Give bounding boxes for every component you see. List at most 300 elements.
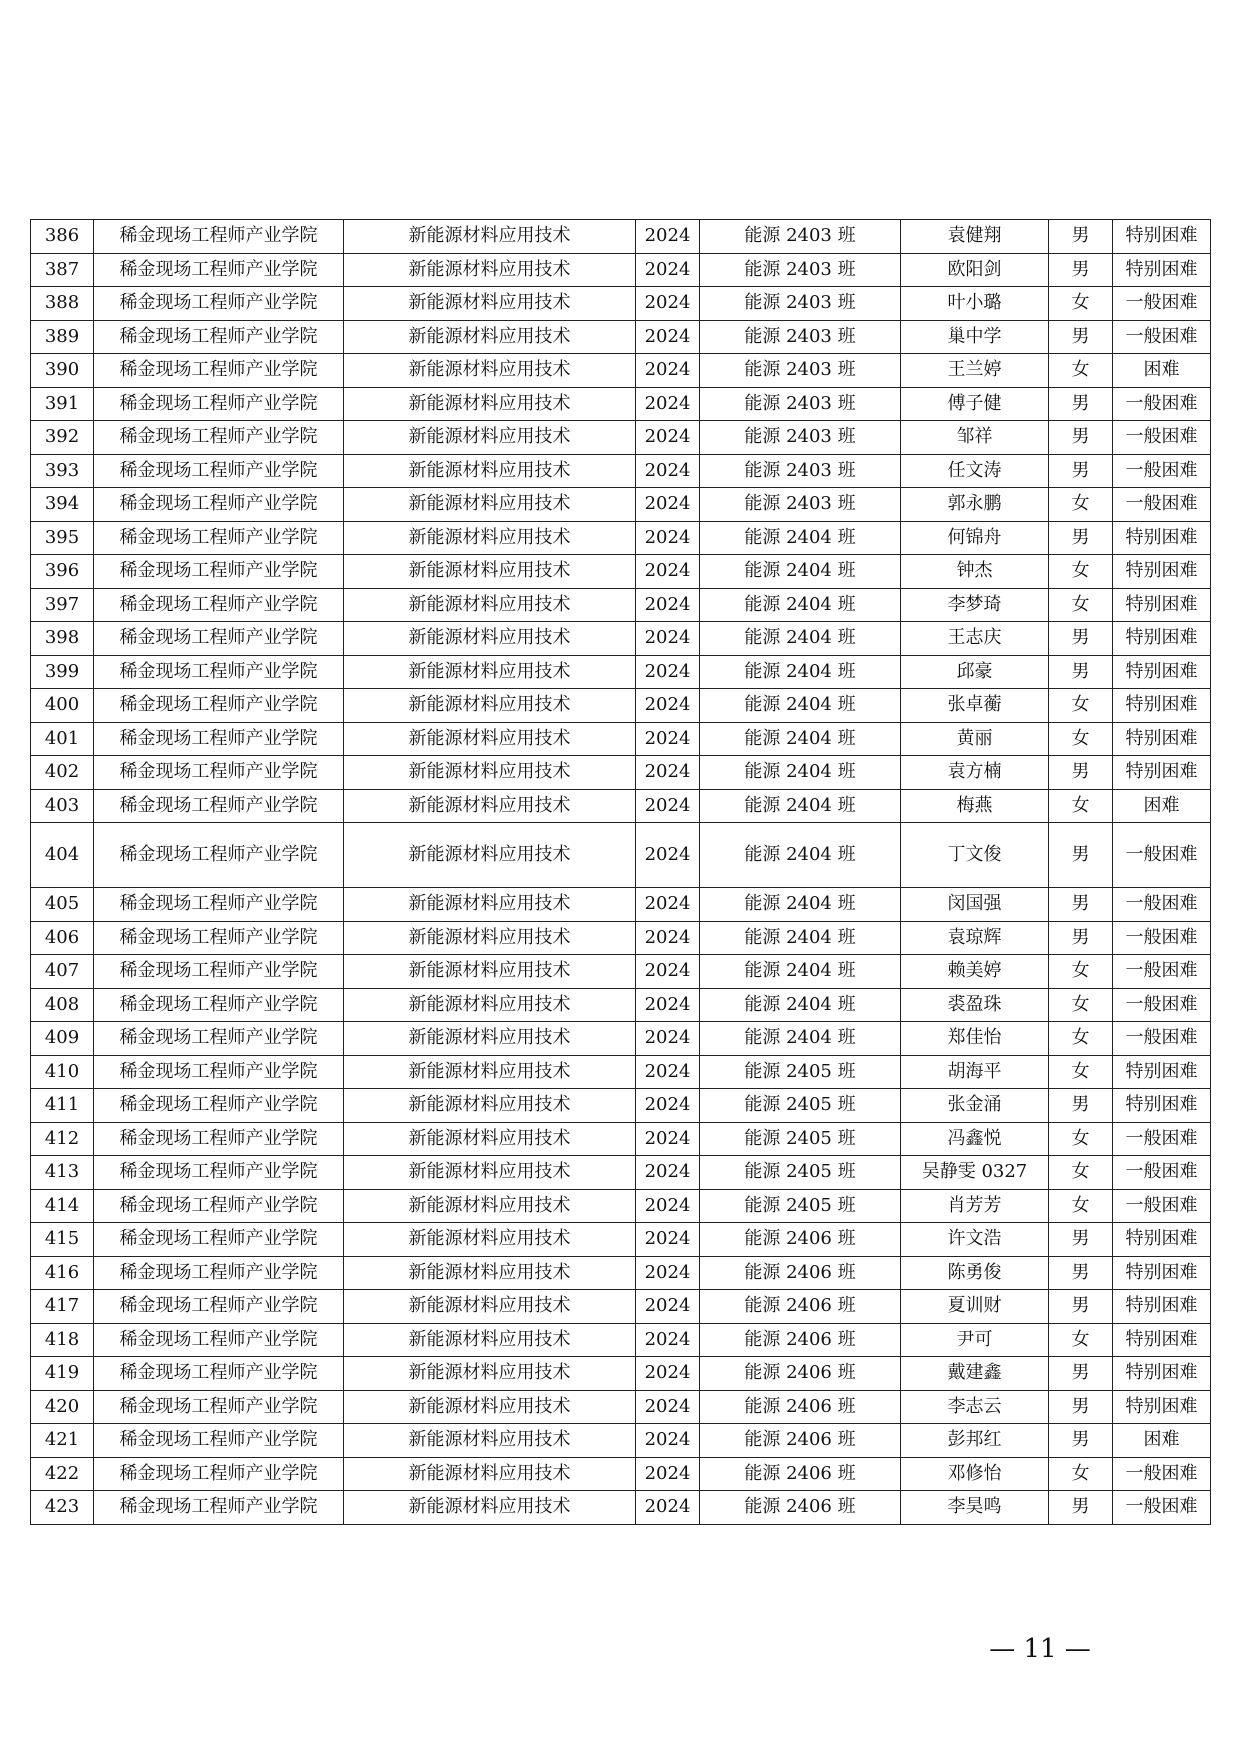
difficulty-level-cell: 一般困难 [1113,287,1211,321]
college-cell: 稀金现场工程师产业学院 [94,1022,344,1056]
major-cell: 新能源材料应用技术 [344,1156,636,1190]
student-name-cell: 黄丽 [901,722,1049,756]
gender-cell: 女 [1049,354,1113,388]
difficulty-level-cell: 特别困难 [1113,622,1211,656]
difficulty-level-cell: 特别困难 [1113,1323,1211,1357]
gender-cell: 男 [1049,756,1113,790]
row-number-cell: 407 [31,955,94,989]
major-cell: 新能源材料应用技术 [344,1290,636,1324]
class-cell: 能源 2403 班 [700,488,901,522]
class-cell: 能源 2405 班 [700,1122,901,1156]
difficulty-level-cell: 困难 [1113,789,1211,823]
difficulty-level-cell: 一般困难 [1113,1022,1211,1056]
gender-cell: 女 [1049,588,1113,622]
gender-cell: 男 [1049,387,1113,421]
table-row [31,354,1211,388]
difficulty-level-cell: 一般困难 [1113,421,1211,455]
row-number-cell: 422 [31,1457,94,1491]
class-cell: 能源 2403 班 [700,454,901,488]
college-cell: 稀金现场工程师产业学院 [94,1256,344,1290]
page-number: — 11 — [989,1634,1091,1664]
college-cell: 稀金现场工程师产业学院 [94,888,344,922]
difficulty-level-cell: 困难 [1113,354,1211,388]
difficulty-level-cell: 一般困难 [1113,888,1211,922]
gender-cell: 男 [1049,1424,1113,1458]
student-name-cell: 袁方楠 [901,756,1049,790]
difficulty-level-cell: 一般困难 [1113,921,1211,955]
difficulty-level-cell: 特别困难 [1113,1089,1211,1123]
major-cell: 新能源材料应用技术 [344,287,636,321]
difficulty-level-cell: 一般困难 [1113,1457,1211,1491]
college-cell: 稀金现场工程师产业学院 [94,1390,344,1424]
gender-cell: 女 [1049,1022,1113,1056]
student-name-cell: 李志云 [901,1390,1049,1424]
gender-cell: 男 [1049,1223,1113,1257]
table-row [31,1357,1211,1391]
college-cell: 稀金现场工程师产业学院 [94,1055,344,1089]
class-cell: 能源 2406 班 [700,1390,901,1424]
table-row [31,1424,1211,1458]
difficulty-level-cell: 一般困难 [1113,1189,1211,1223]
college-cell: 稀金现场工程师产业学院 [94,655,344,689]
row-number-cell: 405 [31,888,94,922]
college-cell: 稀金现场工程师产业学院 [94,955,344,989]
table-row [31,988,1211,1022]
class-cell: 能源 2405 班 [700,1156,901,1190]
row-number-cell: 401 [31,722,94,756]
gender-cell: 女 [1049,1323,1113,1357]
gender-cell: 男 [1049,521,1113,555]
row-number-cell: 410 [31,1055,94,1089]
difficulty-level-cell: 一般困难 [1113,1491,1211,1525]
gender-cell: 女 [1049,988,1113,1022]
student-name-cell: 李昊鸣 [901,1491,1049,1525]
table-row [31,722,1211,756]
table-row [31,521,1211,555]
college-cell: 稀金现场工程师产业学院 [94,1357,344,1391]
gender-cell: 女 [1049,955,1113,989]
table-row [31,488,1211,522]
student-name-cell: 张金涌 [901,1089,1049,1123]
student-name-cell: 何锦舟 [901,521,1049,555]
year-cell: 2024 [636,1323,700,1357]
student-name-cell: 邱豪 [901,655,1049,689]
gender-cell: 女 [1049,1122,1113,1156]
student-name-cell: 巢中学 [901,320,1049,354]
row-number-cell: 406 [31,921,94,955]
gender-cell: 女 [1049,1055,1113,1089]
college-cell: 稀金现场工程师产业学院 [94,555,344,589]
difficulty-level-cell: 一般困难 [1113,320,1211,354]
class-cell: 能源 2404 班 [700,622,901,656]
student-name-cell: 张卓蘅 [901,689,1049,723]
year-cell: 2024 [636,888,700,922]
college-cell: 稀金现场工程师产业学院 [94,756,344,790]
gender-cell: 男 [1049,220,1113,254]
table-row [31,1156,1211,1190]
gender-cell: 男 [1049,421,1113,455]
year-cell: 2024 [636,622,700,656]
class-cell: 能源 2405 班 [700,1089,901,1123]
gender-cell: 男 [1049,1491,1113,1525]
row-number-cell: 418 [31,1323,94,1357]
gender-cell: 男 [1049,622,1113,656]
difficulty-level-cell: 困难 [1113,1424,1211,1458]
gender-cell: 女 [1049,1189,1113,1223]
year-cell: 2024 [636,689,700,723]
gender-cell: 女 [1049,555,1113,589]
class-cell: 能源 2403 班 [700,220,901,254]
difficulty-level-cell: 特别困难 [1113,655,1211,689]
year-cell: 2024 [636,320,700,354]
college-cell: 稀金现场工程师产业学院 [94,588,344,622]
student-name-cell: 李梦琦 [901,588,1049,622]
class-cell: 能源 2404 班 [700,521,901,555]
year-cell: 2024 [636,1457,700,1491]
table-row [31,387,1211,421]
major-cell: 新能源材料应用技术 [344,756,636,790]
college-cell: 稀金现场工程师产业学院 [94,1156,344,1190]
table-row [31,1256,1211,1290]
difficulty-level-cell: 特别困难 [1113,689,1211,723]
student-name-cell: 任文涛 [901,454,1049,488]
major-cell: 新能源材料应用技术 [344,722,636,756]
gender-cell: 男 [1049,1357,1113,1391]
class-cell: 能源 2404 班 [700,955,901,989]
difficulty-level-cell: 特别困难 [1113,1357,1211,1391]
table-row [31,1055,1211,1089]
gender-cell: 女 [1049,722,1113,756]
student-name-cell: 郭永鹏 [901,488,1049,522]
class-cell: 能源 2406 班 [700,1256,901,1290]
table-row [31,1022,1211,1056]
college-cell: 稀金现场工程师产业学院 [94,988,344,1022]
class-cell: 能源 2404 班 [700,988,901,1022]
college-cell: 稀金现场工程师产业学院 [94,921,344,955]
row-number-cell: 391 [31,387,94,421]
class-cell: 能源 2404 班 [700,756,901,790]
class-cell: 能源 2404 班 [700,921,901,955]
major-cell: 新能源材料应用技术 [344,1491,636,1525]
college-cell: 稀金现场工程师产业学院 [94,1491,344,1525]
student-name-cell: 尹可 [901,1323,1049,1357]
class-cell: 能源 2406 班 [700,1457,901,1491]
year-cell: 2024 [636,287,700,321]
student-name-cell: 冯鑫悦 [901,1122,1049,1156]
table-row [31,1323,1211,1357]
year-cell: 2024 [636,1424,700,1458]
major-cell: 新能源材料应用技术 [344,220,636,254]
year-cell: 2024 [636,955,700,989]
class-cell: 能源 2403 班 [700,287,901,321]
row-number-cell: 397 [31,588,94,622]
major-cell: 新能源材料应用技术 [344,955,636,989]
gender-cell: 男 [1049,253,1113,287]
major-cell: 新能源材料应用技术 [344,655,636,689]
major-cell: 新能源材料应用技术 [344,387,636,421]
gender-cell: 男 [1049,1290,1113,1324]
gender-cell: 女 [1049,488,1113,522]
major-cell: 新能源材料应用技术 [344,454,636,488]
major-cell: 新能源材料应用技术 [344,555,636,589]
major-cell: 新能源材料应用技术 [344,1256,636,1290]
row-number-cell: 395 [31,521,94,555]
gender-cell: 男 [1049,655,1113,689]
student-name-cell: 欧阳剑 [901,253,1049,287]
class-cell: 能源 2406 班 [700,1491,901,1525]
year-cell: 2024 [636,823,700,888]
major-cell: 新能源材料应用技术 [344,354,636,388]
major-cell: 新能源材料应用技术 [344,588,636,622]
row-number-cell: 411 [31,1089,94,1123]
table-row [31,823,1211,888]
student-name-cell: 裘盈珠 [901,988,1049,1022]
table-row [31,454,1211,488]
college-cell: 稀金现场工程师产业学院 [94,253,344,287]
row-number-cell: 400 [31,689,94,723]
gender-cell: 女 [1049,789,1113,823]
college-cell: 稀金现场工程师产业学院 [94,488,344,522]
row-number-cell: 403 [31,789,94,823]
table-row [31,588,1211,622]
table-row [31,1457,1211,1491]
college-cell: 稀金现场工程师产业学院 [94,823,344,888]
major-cell: 新能源材料应用技术 [344,1055,636,1089]
year-cell: 2024 [636,1055,700,1089]
table-row [31,1390,1211,1424]
row-number-cell: 388 [31,287,94,321]
difficulty-level-cell: 特别困难 [1113,253,1211,287]
student-name-cell: 王志庆 [901,622,1049,656]
row-number-cell: 387 [31,253,94,287]
class-cell: 能源 2404 班 [700,722,901,756]
difficulty-level-cell: 特别困难 [1113,756,1211,790]
year-cell: 2024 [636,921,700,955]
year-cell: 2024 [636,1357,700,1391]
table-row [31,320,1211,354]
college-cell: 稀金现场工程师产业学院 [94,287,344,321]
student-name-cell: 袁健翔 [901,220,1049,254]
major-cell: 新能源材料应用技术 [344,988,636,1022]
major-cell: 新能源材料应用技术 [344,421,636,455]
student-name-cell: 傅子健 [901,387,1049,421]
year-cell: 2024 [636,220,700,254]
difficulty-level-cell: 特别困难 [1113,1290,1211,1324]
table-row [31,555,1211,589]
gender-cell: 男 [1049,1390,1113,1424]
class-cell: 能源 2404 班 [700,655,901,689]
difficulty-level-cell: 一般困难 [1113,1156,1211,1190]
college-cell: 稀金现场工程师产业学院 [94,722,344,756]
major-cell: 新能源材料应用技术 [344,1189,636,1223]
year-cell: 2024 [636,756,700,790]
major-cell: 新能源材料应用技术 [344,1223,636,1257]
major-cell: 新能源材料应用技术 [344,1424,636,1458]
year-cell: 2024 [636,1290,700,1324]
college-cell: 稀金现场工程师产业学院 [94,1424,344,1458]
gender-cell: 男 [1049,1256,1113,1290]
difficulty-level-cell: 一般困难 [1113,387,1211,421]
student-name-cell: 戴建鑫 [901,1357,1049,1391]
gender-cell: 男 [1049,1089,1113,1123]
student-name-cell: 钟杰 [901,555,1049,589]
college-cell: 稀金现场工程师产业学院 [94,387,344,421]
college-cell: 稀金现场工程师产业学院 [94,354,344,388]
class-cell: 能源 2404 班 [700,689,901,723]
table-row [31,421,1211,455]
table-row [31,1189,1211,1223]
table-row [31,955,1211,989]
gender-cell: 男 [1049,888,1113,922]
year-cell: 2024 [636,421,700,455]
major-cell: 新能源材料应用技术 [344,1122,636,1156]
college-cell: 稀金现场工程师产业学院 [94,421,344,455]
year-cell: 2024 [636,1390,700,1424]
year-cell: 2024 [636,387,700,421]
year-cell: 2024 [636,555,700,589]
year-cell: 2024 [636,655,700,689]
student-name-cell: 邹祥 [901,421,1049,455]
row-number-cell: 408 [31,988,94,1022]
table-row [31,689,1211,723]
table-row [31,253,1211,287]
gender-cell: 女 [1049,1457,1113,1491]
row-number-cell: 423 [31,1491,94,1525]
row-number-cell: 398 [31,622,94,656]
gender-cell: 男 [1049,320,1113,354]
student-name-cell: 叶小璐 [901,287,1049,321]
student-name-cell: 王兰婷 [901,354,1049,388]
table-row [31,287,1211,321]
table-row [31,1491,1211,1525]
student-name-cell: 夏训财 [901,1290,1049,1324]
student-name-cell: 梅燕 [901,789,1049,823]
major-cell: 新能源材料应用技术 [344,888,636,922]
college-cell: 稀金现场工程师产业学院 [94,320,344,354]
class-cell: 能源 2404 班 [700,588,901,622]
class-cell: 能源 2406 班 [700,1357,901,1391]
class-cell: 能源 2403 班 [700,354,901,388]
college-cell: 稀金现场工程师产业学院 [94,1189,344,1223]
class-cell: 能源 2406 班 [700,1290,901,1324]
class-cell: 能源 2404 班 [700,1022,901,1056]
college-cell: 稀金现场工程师产业学院 [94,454,344,488]
college-cell: 稀金现场工程师产业学院 [94,1323,344,1357]
college-cell: 稀金现场工程师产业学院 [94,1122,344,1156]
row-number-cell: 417 [31,1290,94,1324]
difficulty-level-cell: 一般困难 [1113,823,1211,888]
year-cell: 2024 [636,1022,700,1056]
student-name-cell: 彭邦红 [901,1424,1049,1458]
row-number-cell: 389 [31,320,94,354]
class-cell: 能源 2406 班 [700,1424,901,1458]
row-number-cell: 394 [31,488,94,522]
row-number-cell: 404 [31,823,94,888]
college-cell: 稀金现场工程师产业学院 [94,1223,344,1257]
year-cell: 2024 [636,789,700,823]
student-name-cell: 闵国强 [901,888,1049,922]
class-cell: 能源 2404 班 [700,823,901,888]
table-row [31,1290,1211,1324]
college-cell: 稀金现场工程师产业学院 [94,521,344,555]
major-cell: 新能源材料应用技术 [344,1457,636,1491]
major-cell: 新能源材料应用技术 [344,488,636,522]
year-cell: 2024 [636,1089,700,1123]
student-name-cell: 丁文俊 [901,823,1049,888]
year-cell: 2024 [636,354,700,388]
student-name-cell: 赖美婷 [901,955,1049,989]
year-cell: 2024 [636,1491,700,1525]
class-cell: 能源 2404 班 [700,555,901,589]
year-cell: 2024 [636,454,700,488]
table-row [31,756,1211,790]
student-roster-table [30,219,1211,1525]
class-cell: 能源 2403 班 [700,387,901,421]
student-name-cell: 郑佳怡 [901,1022,1049,1056]
major-cell: 新能源材料应用技术 [344,1323,636,1357]
row-number-cell: 414 [31,1189,94,1223]
row-number-cell: 420 [31,1390,94,1424]
table-row [31,921,1211,955]
year-cell: 2024 [636,1156,700,1190]
row-number-cell: 415 [31,1223,94,1257]
college-cell: 稀金现场工程师产业学院 [94,689,344,723]
student-name-cell: 许文浩 [901,1223,1049,1257]
table-row [31,655,1211,689]
row-number-cell: 386 [31,220,94,254]
difficulty-level-cell: 特别困难 [1113,1256,1211,1290]
gender-cell: 女 [1049,287,1113,321]
class-cell: 能源 2403 班 [700,253,901,287]
difficulty-level-cell: 特别困难 [1113,1055,1211,1089]
class-cell: 能源 2406 班 [700,1323,901,1357]
row-number-cell: 390 [31,354,94,388]
difficulty-level-cell: 一般困难 [1113,454,1211,488]
class-cell: 能源 2403 班 [700,320,901,354]
year-cell: 2024 [636,722,700,756]
major-cell: 新能源材料应用技术 [344,823,636,888]
table-row [31,888,1211,922]
difficulty-level-cell: 特别困难 [1113,722,1211,756]
student-name-cell: 邓修怡 [901,1457,1049,1491]
college-cell: 稀金现场工程师产业学院 [94,220,344,254]
row-number-cell: 421 [31,1424,94,1458]
difficulty-level-cell: 特别困难 [1113,220,1211,254]
year-cell: 2024 [636,1189,700,1223]
table-row [31,1089,1211,1123]
difficulty-level-cell: 特别困难 [1113,1390,1211,1424]
major-cell: 新能源材料应用技术 [344,1089,636,1123]
row-number-cell: 413 [31,1156,94,1190]
row-number-cell: 419 [31,1357,94,1391]
major-cell: 新能源材料应用技术 [344,320,636,354]
table-row [31,1223,1211,1257]
major-cell: 新能源材料应用技术 [344,921,636,955]
year-cell: 2024 [636,1223,700,1257]
year-cell: 2024 [636,988,700,1022]
row-number-cell: 399 [31,655,94,689]
college-cell: 稀金现场工程师产业学院 [94,789,344,823]
year-cell: 2024 [636,588,700,622]
student-name-cell: 吴静雯 0327 [901,1156,1049,1190]
gender-cell: 男 [1049,454,1113,488]
major-cell: 新能源材料应用技术 [344,622,636,656]
college-cell: 稀金现场工程师产业学院 [94,1457,344,1491]
class-cell: 能源 2406 班 [700,1223,901,1257]
class-cell: 能源 2405 班 [700,1189,901,1223]
major-cell: 新能源材料应用技术 [344,1022,636,1056]
difficulty-level-cell: 特别困难 [1113,588,1211,622]
